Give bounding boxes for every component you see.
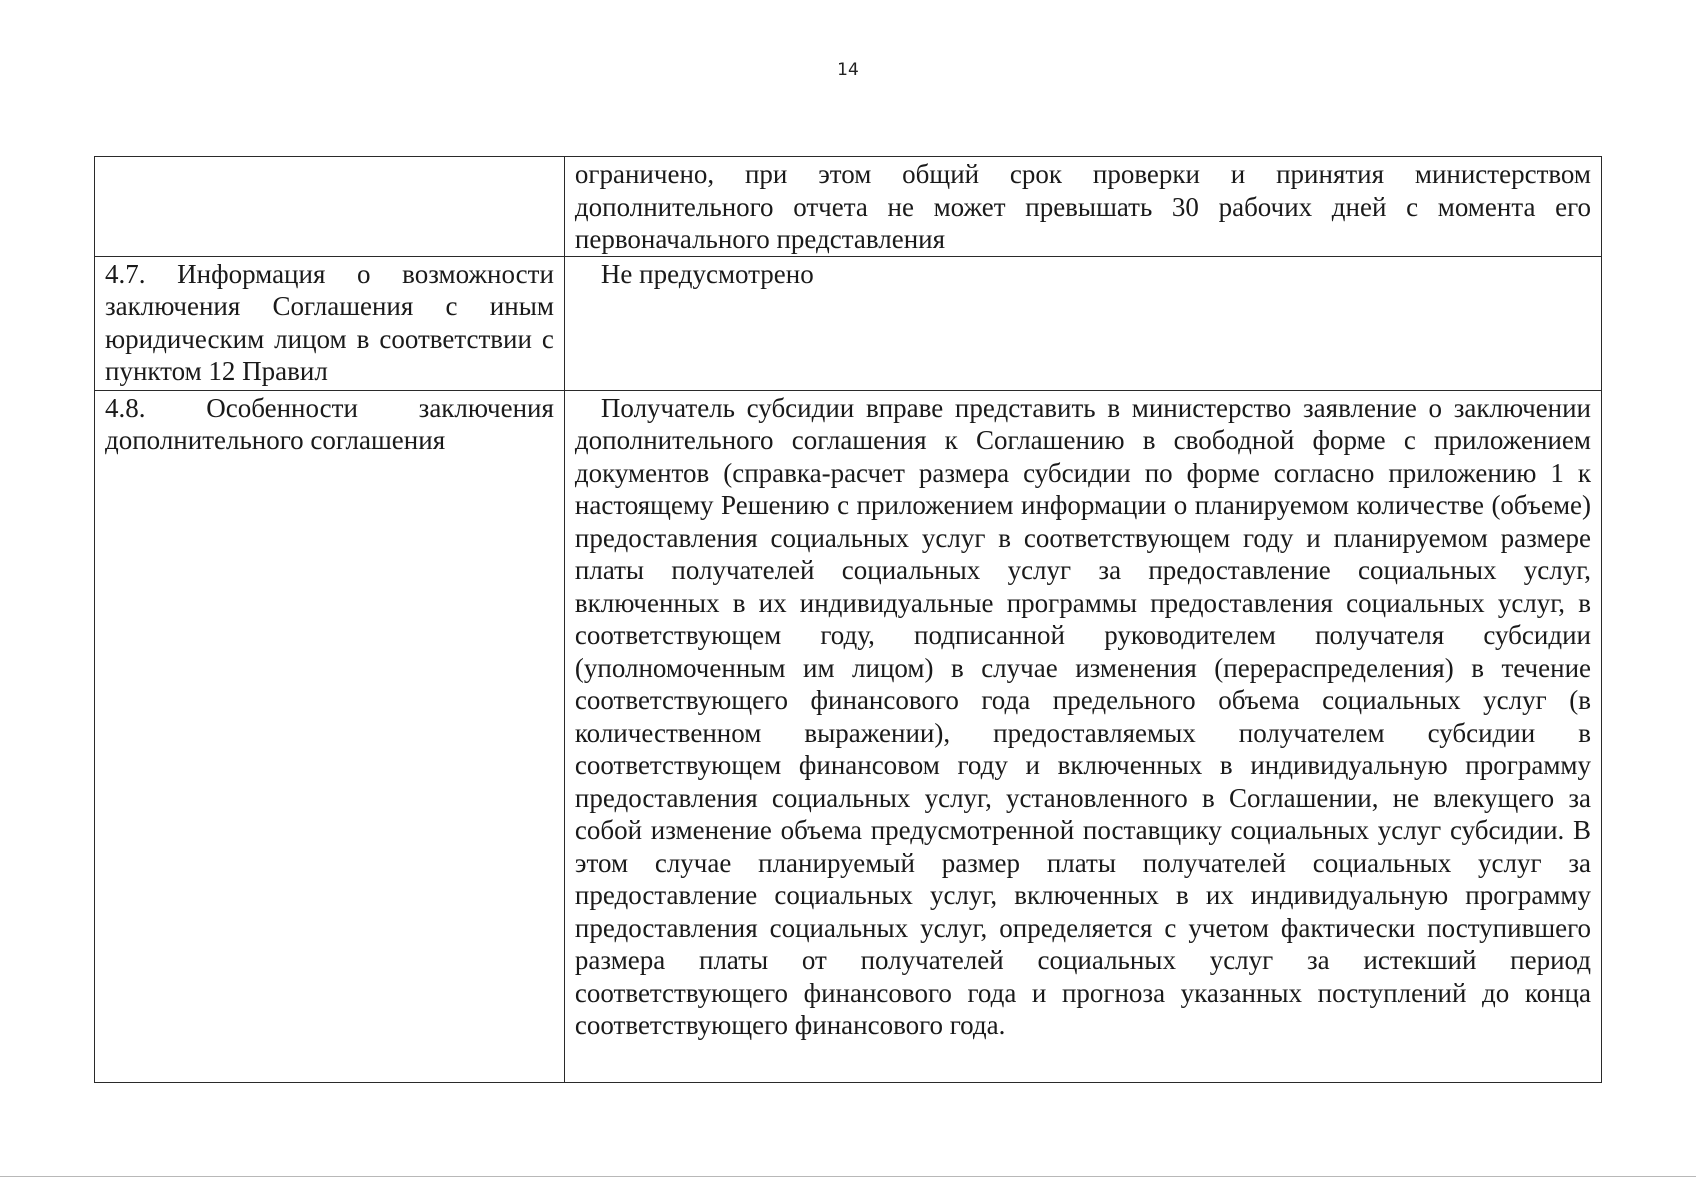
- table-cell-left: 4.8. Особенности заключения дополнительного соглашения: [95, 390, 565, 1082]
- table-cell-right: Не предусмотрено: [564, 256, 1601, 390]
- table-cell-left: 4.7. Информация о возможности заключения Соглашения с иным юридическим лицом в соответствии с пунктом 12 Правил: [95, 256, 565, 390]
- table-cell-left: [95, 157, 565, 257]
- table-row: [95, 390, 1602, 1082]
- document-table: [94, 156, 1602, 1083]
- table-row: [95, 157, 1602, 257]
- table-row: [95, 256, 1602, 390]
- table-cell-right: ограничено, при этом общий срок проверки и принятия министерством дополнительного отчета не может превышать 30 рабочих дней с момента его первоначального представления: [564, 157, 1601, 257]
- page-number: 14: [837, 60, 859, 80]
- table-cell-right: Получатель субсидии вправе представить в министерство заявление о заключении дополнительного соглашения к Соглашению в свободной форме с приложением документов (справка-расчет размера субсидии по форме согласно приложению 1 к настоящему Решению с приложением информации о планируемом количестве (объеме) предоставления социальных услуг в соответствующем году и планируемом размере платы получателей социальных услуг за предоставление социальных услуг, включенных в их индивидуальные программы предоставления социальных услуг, в соответствующем году, подписанной руководителем получателя субсидии (уполномоченным им лицом) в случае изменения (перераспределения) в течение соответствующего финансового года предельного объема социальных услуг (в количественном выражении), предоставляемых получателем субсидии в соответствующем финансовом году и включенных в индивидуальную программу предоставления социальных услуг, установленного в Соглашении, не влекущего за собой изменение объема предусмотренной поставщику социальных услуг субсидии. В этом случае планируемый размер платы получателей социальных услуг за предоставление социальных услуг, включенных в их индивидуальную программу предоставления социальных услуг, определяется с учетом фактически поступившего размера платы от получателей социальных услуг за истекший период соответствующего финансового года и прогноза указанных поступлений до конца соответствующего финансового года.: [564, 390, 1601, 1082]
- page-bottom-divider: [0, 1176, 1696, 1177]
